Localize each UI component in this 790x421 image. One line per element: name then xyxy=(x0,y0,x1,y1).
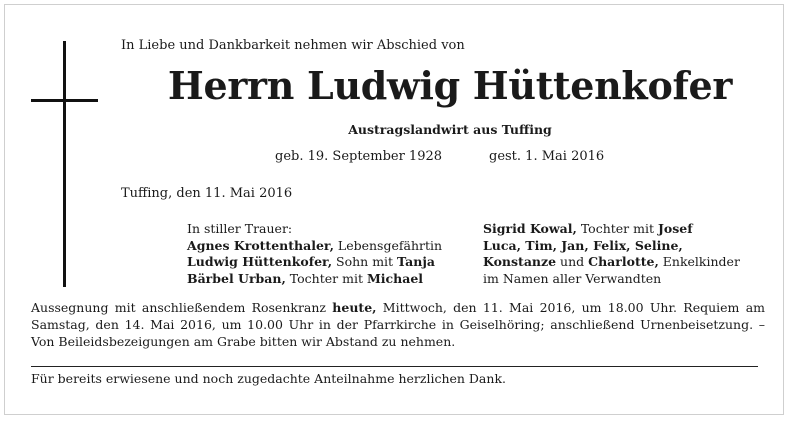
mourners-right xyxy=(483,221,740,287)
death-date: gest. 1. Mai 2016 xyxy=(489,149,605,164)
mourners-left xyxy=(187,221,442,287)
thanks-text: Für bereits erwiesene und noch zugedachte Anteilnahme herzlichen Dank. xyxy=(31,371,506,386)
mourner-name: Michael xyxy=(366,270,424,286)
mourner-line xyxy=(187,271,442,288)
mourner-name: Josef xyxy=(657,221,693,236)
mourner-name: Tanja xyxy=(397,254,435,269)
mourner-line xyxy=(483,238,740,255)
mourner-relation: Enkelkinder xyxy=(658,254,740,269)
mourner-name: Ludwig Hüttenkofer, xyxy=(187,254,333,269)
mourner-relation: und xyxy=(556,254,589,269)
mourner-relation: Tochter mit xyxy=(576,221,658,236)
deceased-occupation: Austragslandwirt aus Tuffing xyxy=(348,122,552,137)
deceased-name: Herrn Ludwig Hüttenkofer xyxy=(167,63,733,108)
mourner-name: Konstanze xyxy=(483,254,557,269)
mourner-line: im Namen aller Verwandten xyxy=(483,270,662,286)
mourner-line xyxy=(187,238,442,255)
mourner-name: Bärbel Urban, xyxy=(187,270,286,286)
mourners-heading: In stiller Trauer: xyxy=(187,221,293,236)
mourner-line xyxy=(187,254,442,271)
mourner-name: Sigrid Kowal, xyxy=(483,221,577,236)
mourner-name: Charlotte, xyxy=(588,254,659,269)
birth-date: geb. 19. September 1928 xyxy=(275,149,443,164)
intro-text: In Liebe und Dankbarkeit nehmen wir Abschied von xyxy=(121,38,465,53)
mourner-name: Agnes Krottenthaler, xyxy=(187,237,334,253)
mourner-line xyxy=(483,254,740,271)
divider xyxy=(31,366,758,367)
mourner-line xyxy=(483,221,740,238)
service-text: Aussegnung mit anschließendem Rosenkranz xyxy=(31,300,333,315)
life-dates xyxy=(275,149,605,164)
service-highlight: heute, xyxy=(332,300,377,315)
place-date: Tuffing, den 11. Mai 2016 xyxy=(121,186,293,201)
mourner-relation: Sohn mit xyxy=(332,254,398,269)
mourner-relation: Tochter mit xyxy=(285,270,367,286)
mourner-name: Luca, Tim, Jan, Felix, Seline, xyxy=(483,237,683,253)
mourner-relation: Lebensgefährtin xyxy=(333,237,443,253)
service-text: Mittwoch, den 11. Mai 2016, um 18.00 Uhr. Requiem am Samstag, den 14. Mai 2016, um 10.00 Uhr in der Pfarrkirche in Geiselhöring; anschließend Urnenbeisetzung. – Von Beileidsbezeigungen am Grabe bitten wir Abstand zu nehmen. xyxy=(31,300,765,349)
service-info xyxy=(31,299,765,350)
